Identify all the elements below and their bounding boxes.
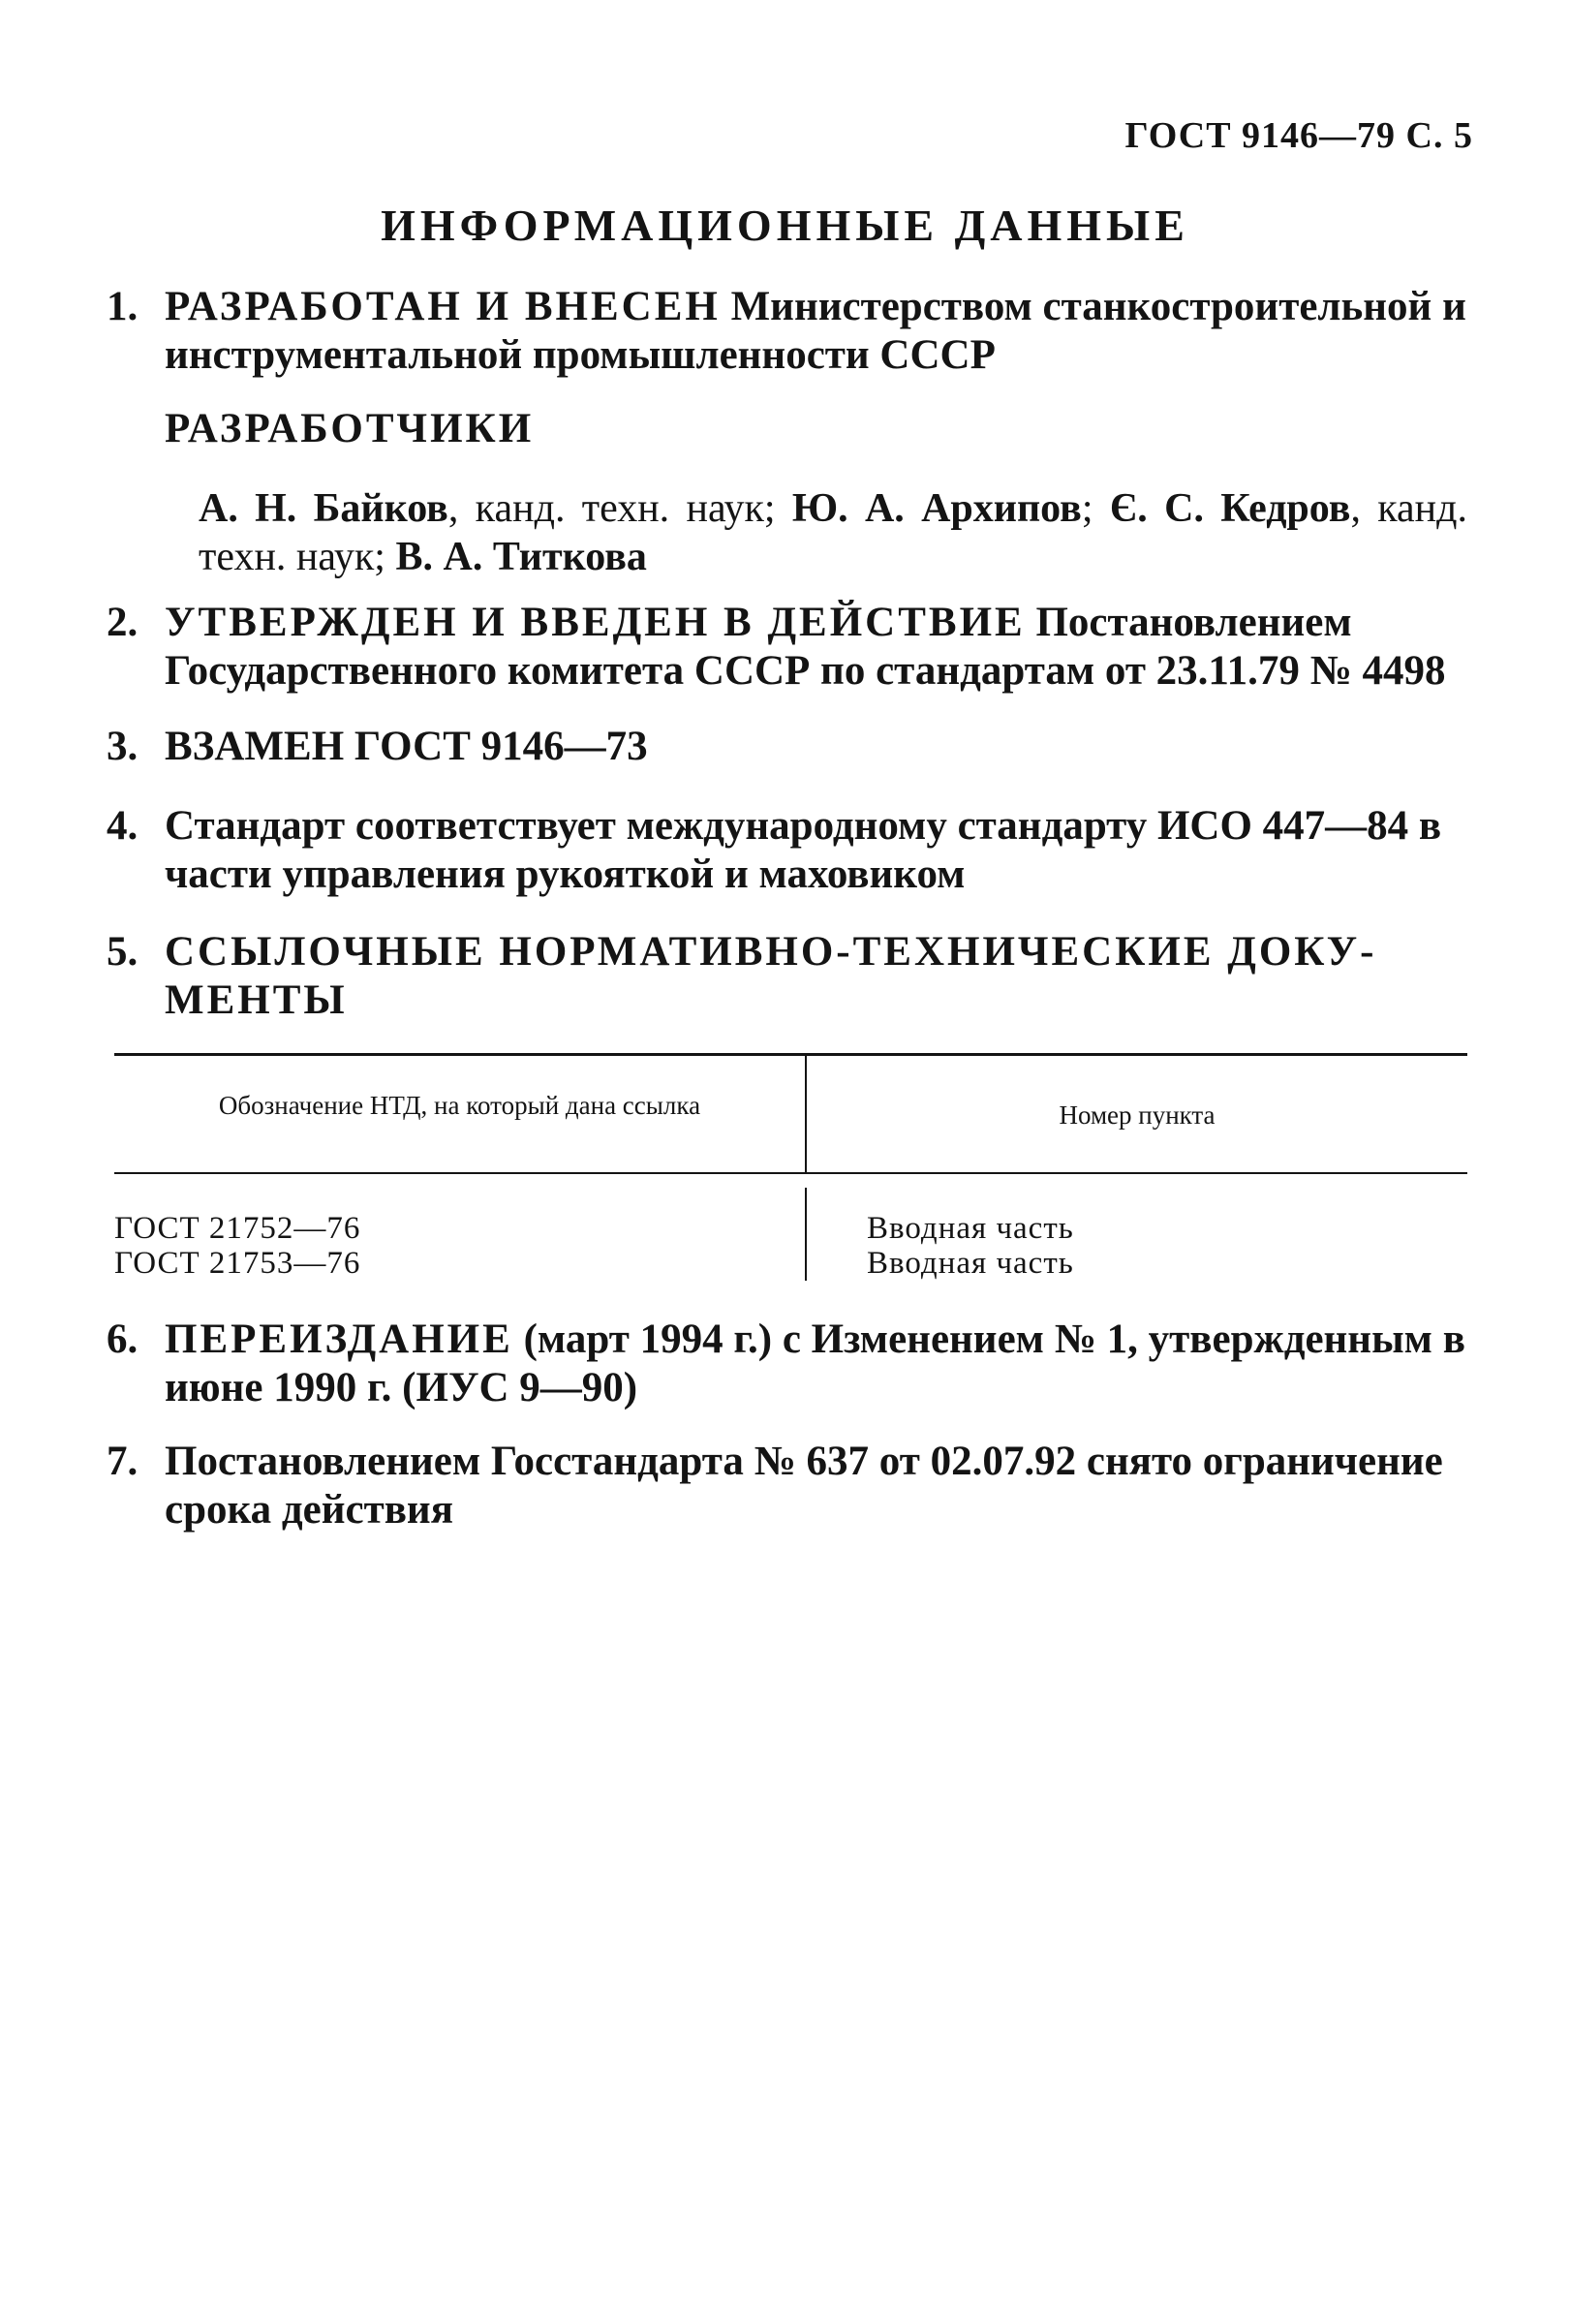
info-item-7	[107, 1438, 1467, 1534]
page-title: ИНФОРМАЦИОННЫЕ ДАННЫЕ	[381, 201, 1189, 250]
table-header-rule	[114, 1172, 1467, 1174]
table-cell: Вводная часть	[867, 1246, 1074, 1281]
item-text: (март 1994 г.) с Изменением № 1, утвержденным в июне 1990 г. (ИУС 9—90)	[165, 1317, 1465, 1410]
developer-name: Ю. А. Архипов	[791, 486, 1082, 531]
header-cell-designation	[114, 1056, 805, 1172]
item-text: Постановлением Государственного комитета СССР по стандартам от 23.11.79 № 4498	[165, 600, 1446, 694]
developer-title: ;	[1081, 486, 1110, 531]
item-number: 2.	[107, 600, 139, 645]
clause-column	[805, 1188, 1467, 1281]
item-lead: ПЕРЕИЗДАНИЕ	[165, 1317, 513, 1362]
developers-heading: РАЗРАБОТЧИКИ	[165, 406, 535, 451]
item-number: 3.	[107, 724, 139, 769]
info-item-4	[107, 802, 1467, 899]
header-cell-clause	[805, 1056, 1467, 1172]
item-text: Постановлением Госстандарта № 637 от 02.07.92 снято ограничение срока действия	[165, 1439, 1443, 1533]
info-item-3	[107, 723, 1467, 771]
item-number: 4.	[107, 803, 139, 849]
item-text: ВЗАМЕН ГОСТ 9146—73	[165, 724, 648, 769]
table-body	[114, 1188, 1467, 1281]
developers-list	[199, 484, 1467, 581]
header-text: Обозначение НТД, на который дана ссылка	[218, 1091, 701, 1120]
running-head: ГОСТ 9146—79 С. 5	[1124, 115, 1473, 156]
developer-title: , канд. техн. наук;	[447, 486, 792, 531]
developer-name: А. Н. Байков	[199, 486, 448, 531]
item-number: 5.	[107, 929, 139, 975]
table-cell: ГОСТ 21752—76	[114, 1211, 361, 1246]
table-cell: ГОСТ 21753—76	[114, 1246, 361, 1281]
item-body	[165, 283, 1467, 380]
designation-column	[114, 1188, 805, 1281]
info-item-6	[107, 1316, 1467, 1412]
item-number: 1.	[107, 284, 139, 329]
item-lead: РАЗРАБОТАН И ВНЕСЕН	[165, 284, 721, 329]
developer-name: В. А. Титкова	[395, 535, 647, 579]
info-item-1	[107, 283, 1467, 380]
item-number: 6.	[107, 1317, 139, 1362]
item-text: Министерством станкостроительной и инструментальной промышленности СССР	[165, 284, 1466, 378]
table-cell: Вводная часть	[867, 1211, 1074, 1246]
item-text: Стандарт соответствует международному стандарту ИСО 447—84 в части управления рукояткой и маховиком	[165, 803, 1442, 897]
item-number: 7.	[107, 1439, 139, 1484]
header-text: Номер пункта	[1059, 1100, 1216, 1130]
item-body	[165, 1316, 1467, 1412]
developer-name: Є. С. Кедров	[1109, 486, 1351, 531]
table-header	[114, 1056, 1467, 1172]
item-lead: УТВЕРЖДЕН И ВВЕДЕН В ДЕЙСТВИЕ	[165, 600, 1026, 645]
developer-title: , канд. техн. наук;	[199, 486, 1468, 579]
item-text: ССЫЛОЧНЫЕ НОРМАТИВНО-ТЕХНИЧЕСКИЕ ДОКУ-МЕНТЫ	[165, 929, 1377, 1023]
item-body	[165, 599, 1467, 696]
info-item-5	[107, 928, 1467, 1025]
info-item-2	[107, 599, 1467, 696]
reference-table	[114, 1053, 1467, 1281]
